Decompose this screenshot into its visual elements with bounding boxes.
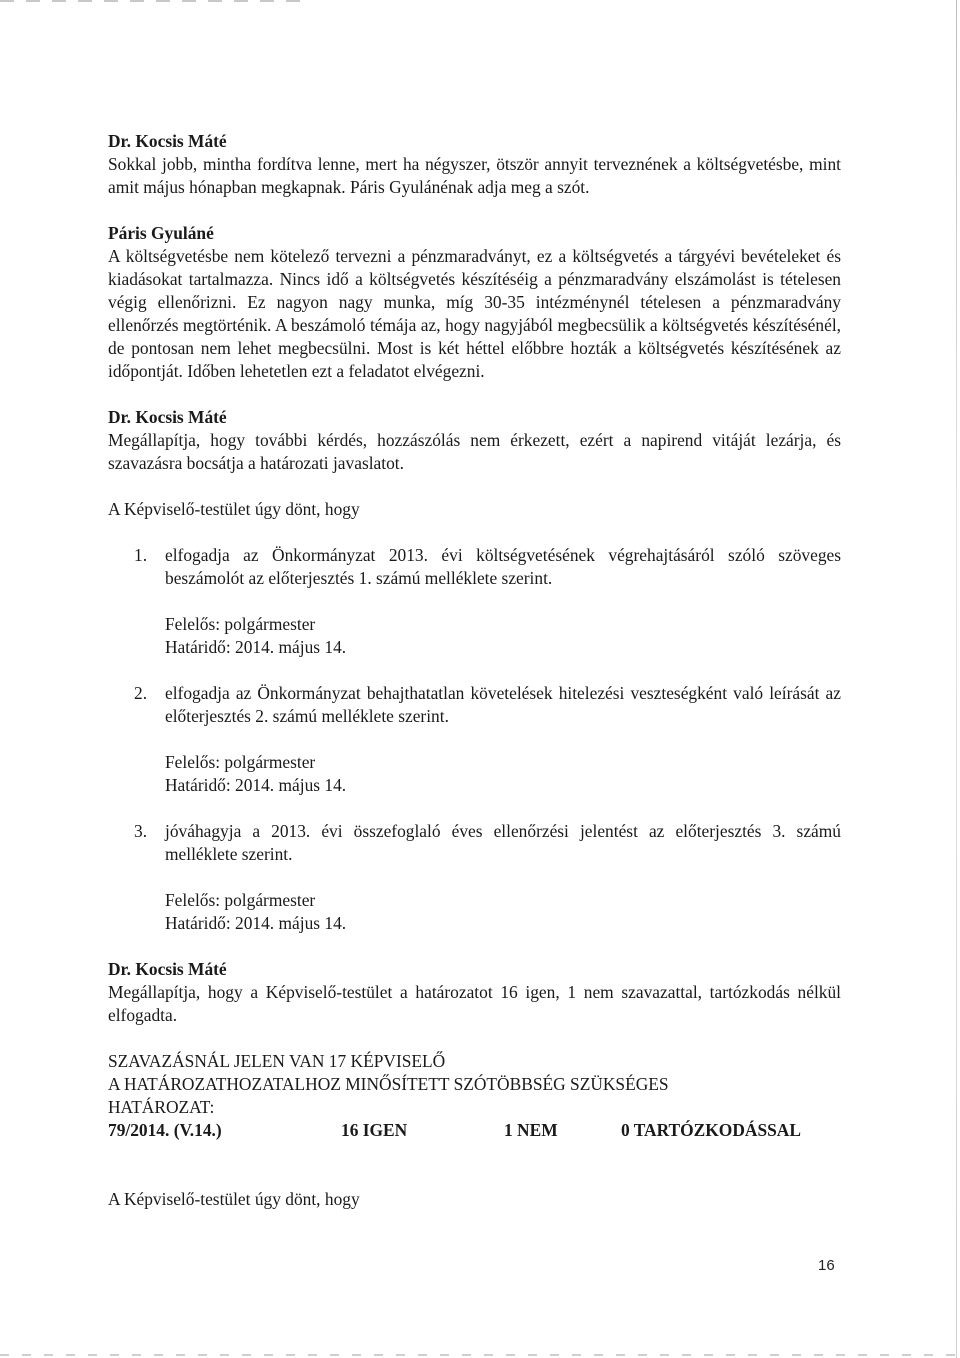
- scan-edge-bottom: [0, 1354, 960, 1356]
- scan-edge-right: [956, 0, 957, 1358]
- document-body: [108, 130, 841, 1211]
- resolution-item: [108, 820, 841, 935]
- speech-block: [108, 406, 841, 475]
- scan-edge-top: [0, 0, 300, 2]
- vote-majority: A HATÁROZATHOZATALHOZ MINŐSÍTETT SZÓTÖBBSÉG SZÜKSÉGES: [108, 1074, 669, 1094]
- decision-intro: A Képviselő-testület úgy dönt, hogy: [108, 1189, 360, 1209]
- speech-block: [108, 130, 841, 199]
- deadline: Határidő: 2014. május 14.: [165, 913, 347, 933]
- speech-block: [108, 958, 841, 1027]
- page-number: 16: [818, 1257, 835, 1274]
- speaker-name: Páris Gyuláné: [108, 223, 214, 243]
- responsibility-block: [165, 613, 841, 659]
- resolution-number: 3.: [134, 821, 148, 841]
- resolution-text: elfogadja az Önkormányzat behajthatatlan követelések hitelezési veszteségként való leírását az előterjesztés 2. számú melléklete szerint.: [165, 683, 841, 726]
- resolution-item: [108, 682, 841, 797]
- deadline: Határidő: 2014. május 14.: [165, 637, 347, 657]
- speaker-name: Dr. Kocsis Máté: [108, 131, 227, 151]
- vote-abstain: 0 TARTÓZKODÁSSAL: [621, 1120, 801, 1140]
- speech-text: A költségvetésbe nem kötelező tervezni a pénzmaradványt, ez a költségvetés a tárgyévi bevételeket és kiadásokat tartalmazza. Nincs idő a költségvetés készítéséig a pénzmaradvány elszámolást is tételesen végig ellenőrizni. Ez nagyon nagy munka, míg 30-35 intézménynél tételesen a pénzmaradvány ellenőrzés megtörténik. A beszámoló témája az, hogy nagyjából megbecsülik a költségvetés készítésénél, de pontosan nem lehet megbecsülni. Most is két héttel előbbre hozták a költségvetés készítésének az időpontját. Időben lehetetlen ezt a feladatot elvégezni.: [108, 246, 841, 381]
- resolution-label: HATÁROZAT:: [108, 1097, 215, 1117]
- speech-text: Megállapítja, hogy a Képviselő-testület a határozatot 16 igen, 1 nem szavazattal, tartózkodás nélkül elfogadta.: [108, 982, 841, 1025]
- speech-block: [108, 222, 841, 383]
- speaker-name: Dr. Kocsis Máté: [108, 959, 227, 979]
- responsibility-block: [165, 889, 841, 935]
- resolution-text: elfogadja az Önkormányzat 2013. évi költségvetésének végrehajtásáról szóló szöveges beszámolót az előterjesztés 1. számú melléklete szerint.: [165, 545, 841, 588]
- resolution-list: [108, 544, 841, 935]
- responsible-person: Felelős: polgármester: [165, 614, 316, 634]
- resolution-number: 2.: [134, 683, 148, 703]
- responsibility-block: [165, 751, 841, 797]
- resolution-id: 79/2014. (V.14.): [108, 1120, 222, 1140]
- resolution-text: jóváhagyja a 2013. évi összefoglaló éves ellenőrzési jelentést az előterjesztés 3. számú melléklete szerint.: [165, 821, 841, 864]
- vote-yes: 16 IGEN: [341, 1120, 408, 1140]
- vote-summary: [108, 1050, 841, 1142]
- vote-no: 1 NEM: [504, 1120, 558, 1140]
- responsible-person: Felelős: polgármester: [165, 890, 316, 910]
- vote-present: SZAVAZÁSNÁL JELEN VAN 17 KÉPVISELŐ: [108, 1051, 446, 1071]
- decision-intro: A Képviselő-testület úgy dönt, hogy: [108, 499, 360, 519]
- speech-text: Megállapítja, hogy további kérdés, hozzászólás nem érkezett, ezért a napirend vitáját lezárja, és szavazásra bocsátja a határozati javaslatot.: [108, 430, 841, 473]
- responsible-person: Felelős: polgármester: [165, 752, 316, 772]
- vote-tally: [108, 1119, 841, 1142]
- speech-text: Sokkal jobb, mintha fordítva lenne, mert ha négyszer, ötször annyit terveznének a költségvetésbe, mint amit május hónapban megkapnak. Páris Gyulánénak adja meg a szót.: [108, 154, 841, 197]
- speaker-name: Dr. Kocsis Máté: [108, 407, 227, 427]
- resolution-number: 1.: [134, 545, 148, 565]
- deadline: Határidő: 2014. május 14.: [165, 775, 347, 795]
- resolution-item: [108, 544, 841, 659]
